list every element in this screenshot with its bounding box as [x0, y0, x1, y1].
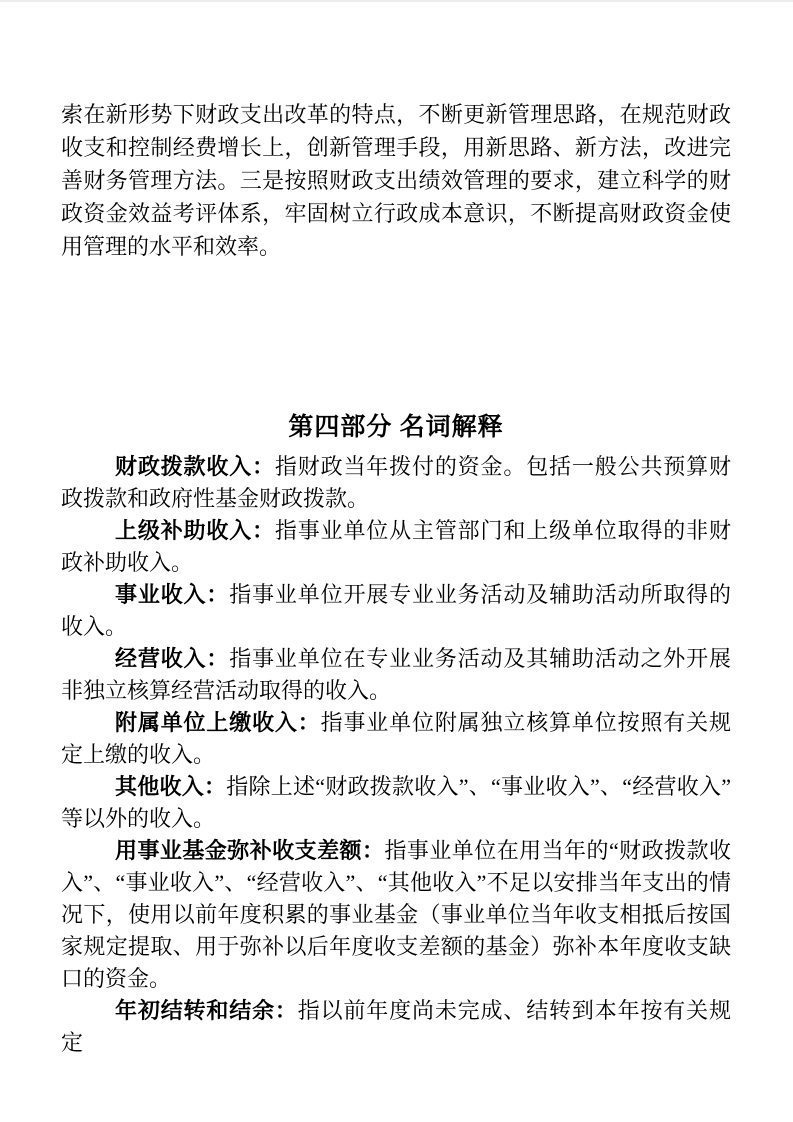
definition-term: 财政拨款收入： [115, 454, 275, 479]
definition-text: 指除上述“财政拨款收入”、“事业收入”、“经营收入”等以外的收入。 [61, 774, 731, 831]
definition-term: 用事业基金弥补收支差额： [115, 838, 385, 863]
definition-text: 指财政当年拨付的资金。包括一般公共预算财政拨款和政府性基金财政拨款。 [61, 454, 731, 511]
definition-text: 指事业单位在专业业务活动及其辅助活动之外开展非独立核算经营活动取得的收入。 [61, 646, 731, 703]
definition-term: 上级补助收入： [115, 518, 275, 543]
definition-text: 指事业单位开展专业业务活动及辅助活动所取得的收入。 [61, 582, 731, 639]
definition-term: 经营收入： [115, 646, 230, 671]
definition-text: 指事业单位在用当年的“财政拨款收入”、“事业收入”、“经营收入”、“其他收入”不足以安排当年支出的情况下，使用以前年度积累的事业基金（事业单位当年收支相抵后按国家规定提取、用于弥补以后年度收支差额的基金）弥补本年度收支缺口的资金。 [61, 838, 731, 991]
definition-text: 指事业单位从主管部门和上级单位取得的非财政补助收入。 [61, 518, 731, 575]
page-content [0, 2, 793, 1059]
definition-item [61, 579, 731, 643]
definition-item [61, 643, 731, 707]
definition-term: 附属单位上缴收入： [115, 710, 321, 735]
definition-item [61, 995, 731, 1059]
definition-term: 年初结转和结余： [115, 998, 298, 1023]
definition-item [61, 707, 731, 771]
definition-item [61, 771, 731, 835]
definition-item [61, 835, 731, 995]
intro-paragraph: 索在新形势下财政支出改革的特点，不断更新管理思路，在规范财政收支和控制经费增长上，创新管理手段，用新思路、新方法，改进完善财务管理方法。三是按照财政支出绩效管理的要求，建立科学的财政资金效益考评体系，牢固树立行政成本意识，不断提高财政资金使用管理的水平和效率。 [61, 102, 731, 259]
definition-text: 指事业单位附属独立核算单位按照有关规定上缴的收入。 [61, 710, 731, 767]
section-title: 第四部分 名词解释 [288, 414, 504, 441]
definition-text: 指以前年度尚未完成、结转到本年按有关规定 [61, 998, 731, 1055]
definition-term: 事业收入： [115, 582, 230, 607]
definition-item [61, 515, 731, 579]
definition-item [61, 451, 731, 515]
definition-term: 其他收入： [115, 774, 227, 799]
